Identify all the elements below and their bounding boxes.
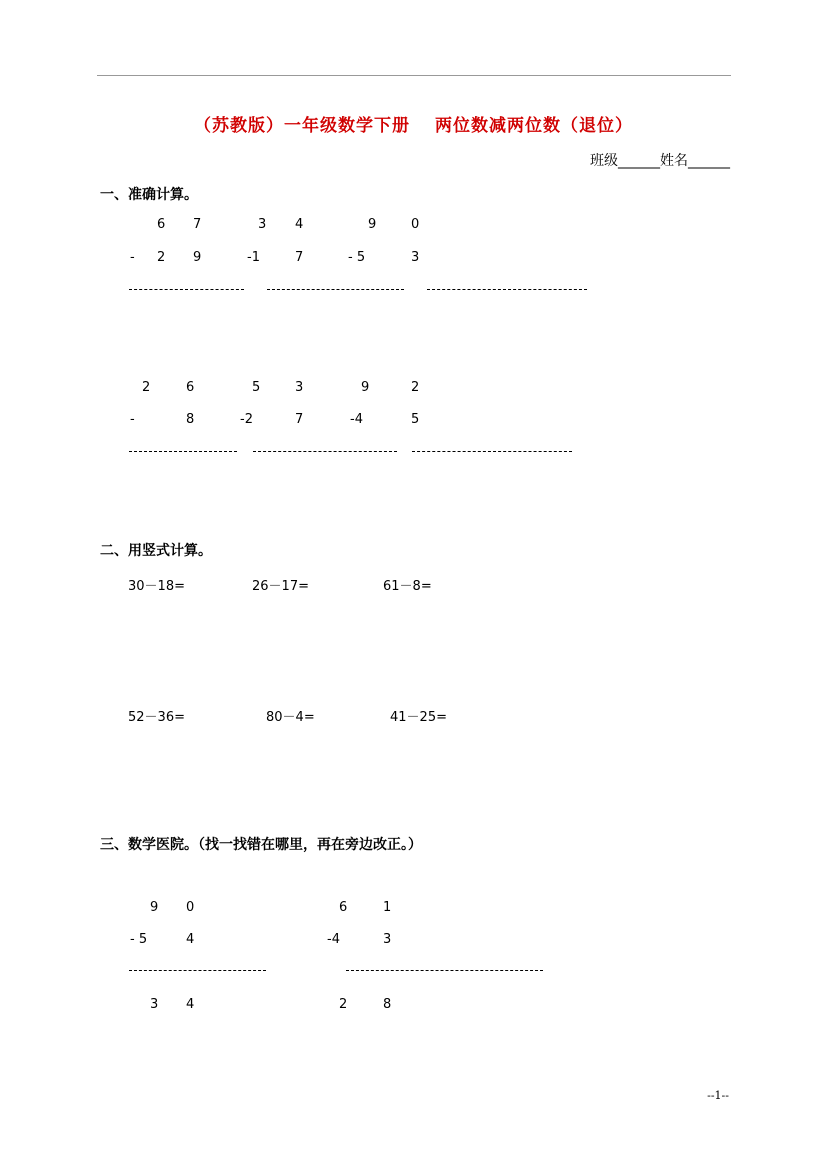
digit: 7 [295,250,304,265]
digit: -2 [240,412,253,427]
digit: 0 [411,217,420,232]
expression: 30－18= [128,579,185,594]
digit: 3 [150,997,159,1012]
digit: 3 [411,250,420,265]
digit: - 5 [130,932,148,947]
section-2-heading: 二、用竖式计算。 [100,543,212,559]
class-name-line: 班级______姓名______ [590,153,730,169]
digit: 6 [339,900,348,915]
header-rule [97,75,731,76]
section-1-heading: 一、准确计算。 [100,187,198,203]
digit: 3 [258,217,267,232]
digit: 2 [411,380,420,395]
answer-line [129,970,266,971]
digit: 7 [295,412,304,427]
expression: 52－36= [128,710,185,725]
digit: 2 [157,250,166,265]
digit: 3 [295,380,304,395]
digit: -4 [327,932,340,947]
answer-line [346,970,543,971]
expression: 41－25= [390,710,447,725]
answer-line [129,451,237,452]
minus-sign: - [130,412,135,427]
minus-sign: - [130,250,139,265]
digit: 7 [193,217,202,232]
answer-line [412,451,572,452]
answer-line [267,289,404,290]
expression: 26－17= [252,579,309,594]
digit: -4 [350,412,363,427]
digit: 2 [142,380,151,395]
page-title: （苏教版）一年级数学下册 两位数减两位数（退位） [194,116,633,136]
digit: 4 [186,997,195,1012]
digit: 5 [411,412,420,427]
digit: 6 [186,380,195,395]
answer-line [129,289,244,290]
digit: 1 [383,900,392,915]
digit: 6 [157,217,166,232]
digit: 9 [150,900,159,915]
expression: 80－4= [266,710,315,725]
digit: 4 [186,932,195,947]
digit: 8 [383,997,392,1012]
answer-line [253,451,397,452]
section-3-heading: 三、数学医院。（找一找错在哪里，再在旁边改正。） [100,837,422,853]
digit: 9 [361,380,370,395]
digit: -1 [247,250,260,265]
page-number: --1-- [707,1089,729,1102]
digit: 3 [383,932,392,947]
digit: 8 [186,412,195,427]
digit: 9 [193,250,202,265]
digit: 4 [295,217,304,232]
digit: 9 [368,217,377,232]
digit: 2 [339,997,348,1012]
expression: 61－8= [383,579,432,594]
digit: 0 [186,900,195,915]
digit: 5 [252,380,261,395]
digit: - 5 [348,250,366,265]
answer-line [427,289,587,290]
